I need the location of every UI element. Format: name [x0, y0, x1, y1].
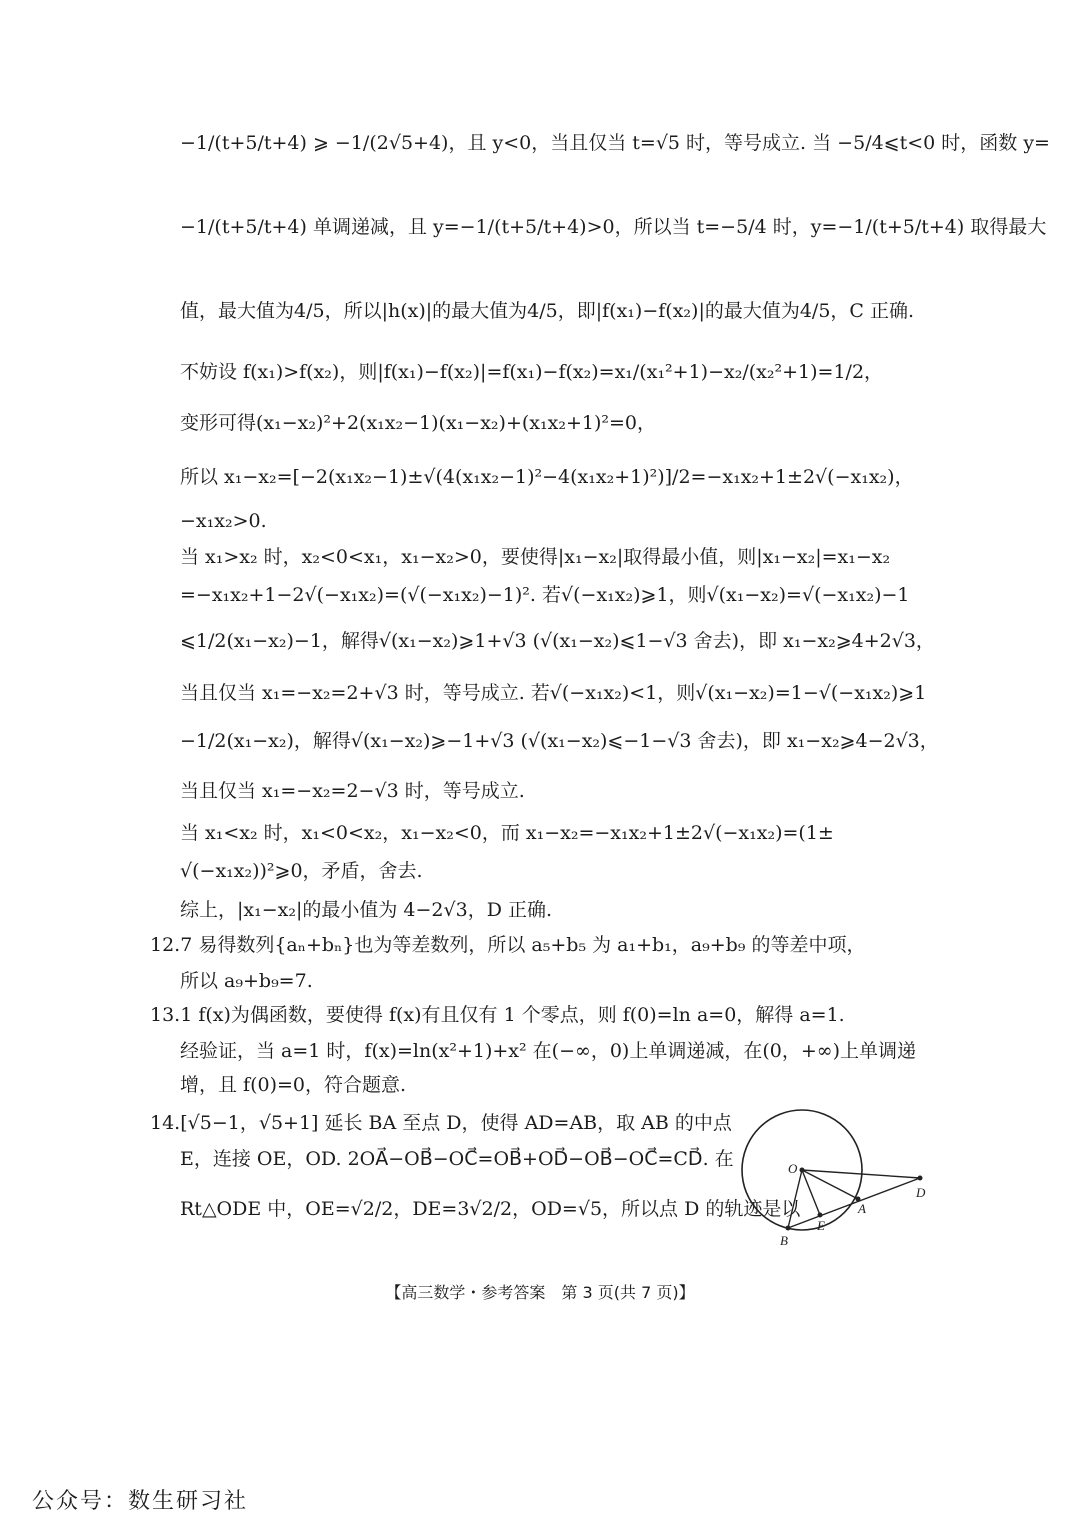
text-line: 所以 a₉+b₉=7. — [180, 970, 313, 992]
text-line: =−x₁x₂+1−2√(−x₁x₂)=(√(−x₁x₂)−1)². 若√(−x₁x₂)⩾1，则√(x₁−x₂)=√(−x₁x₂)−1 — [180, 584, 910, 606]
text-line: 经验证，当 a=1 时，f(x)=ln(x²+1)+x² 在(−∞，0)上单调递减，在(0，+∞)上单调递 — [180, 1040, 917, 1062]
geometry-figure — [740, 1105, 940, 1255]
text-line: −1/(t+5/t+4) 单调递减，且 y=−1/(t+5/t+4)>0，所以当 t=−5/4 时，y=−1/(t+5/t+4) 取得最大 — [180, 216, 1047, 238]
watermark: 公众号：数生研习社 — [32, 1489, 249, 1514]
text-line: Rt△ODE 中，OE=√2/2，DE=3√2/2，OD=√5，所以点 D 的轨迹是以 — [180, 1198, 801, 1220]
text-line: 增，且 f(0)=0，符合题意. — [180, 1074, 407, 1096]
text-line: 不妨设 f(x₁)>f(x₂)，则|f(x₁)−f(x₂)|=f(x₁)−f(x₂)=x₁/(x₁²+1)−x₂/(x₂²+1)=1/2， — [180, 361, 884, 383]
text-line: −1/2(x₁−x₂)，解得√(x₁−x₂)⩾−1+√3 (√(x₁−x₂)⩽−1−√3 舍去)，即 x₁−x₂⩾4−2√3， — [180, 730, 939, 752]
text-line: √(−x₁x₂))²⩾0，矛盾，舍去. — [180, 860, 423, 882]
text-line: 当 x₁<x₂ 时，x₁<0<x₂，x₁−x₂<0，而 x₁−x₂=−x₁x₂+1±2√(−x₁x₂)=(1± — [180, 822, 834, 844]
text-line: 变形可得(x₁−x₂)²+2(x₁x₂−1)(x₁−x₂)+(x₁x₂+1)²=0， — [180, 412, 656, 434]
label-a: A — [858, 1201, 866, 1216]
text-line: 综上，|x₁−x₂|的最小值为 4−2√3，D 正确. — [180, 899, 553, 921]
text-line: ⩽1/2(x₁−x₂)−1，解得√(x₁−x₂)⩾1+√3 (√(x₁−x₂)⩽1−√3 舍去)，即 x₁−x₂⩾4+2√3， — [180, 630, 935, 652]
text-line: −x₁x₂>0. — [180, 510, 267, 532]
text-line: 当且仅当 x₁=−x₂=2−√3 时，等号成立. — [180, 780, 525, 802]
text-line: 当且仅当 x₁=−x₂=2+√3 时，等号成立. 若√(−x₁x₂)<1，则√(x₁−x₂)=1−√(−x₁x₂)⩾1 — [180, 682, 927, 704]
answer-14: 14.[√5−1，√5+1] 延长 BA 至点 D，使得 AD=AB，取 AB 的中点 — [150, 1112, 732, 1134]
label-b: B — [780, 1233, 788, 1248]
text-line: 当 x₁>x₂ 时，x₂<0<x₁，x₁−x₂>0，要使得|x₁−x₂|取得最小值，则|x₁−x₂|=x₁−x₂ — [180, 546, 891, 568]
text-line: −1/(t+5/t+4) ⩾ −1/(2√5+4)，且 y<0，当且仅当 t=√5 时，等号成立. 当 −5/4⩽t<0 时，函数 y= — [180, 132, 1050, 154]
page-footer: 【高三数学・参考答案 第 3 页(共 7 页)】 — [385, 1283, 695, 1302]
text-line: 值，最大值为4/5，所以|h(x)|的最大值为4/5，即|f(x₁)−f(x₂)|的最大值为4/5，C 正确. — [180, 300, 915, 322]
answer-13: 13.1 f(x)为偶函数，要使得 f(x)有且仅有 1 个零点，则 f(0)=ln a=0，解得 a=1. — [150, 1004, 845, 1026]
answer-12: 12.7 易得数列{aₙ+bₙ}也为等差数列，所以 a₅+b₅ 为 a₁+b₁，a₉+b₉ 的等差中项， — [150, 934, 866, 956]
label-o: O — [788, 1161, 798, 1176]
text-line: E，连接 OE，OD. 2OA⃗−OB⃗−OC⃗=OB⃗+OD⃗−OB⃗−OC⃗=CD⃗. 在 — [180, 1148, 734, 1170]
label-e: E — [817, 1218, 825, 1233]
text-line: 所以 x₁−x₂=[−2(x₁x₂−1)±√(4(x₁x₂−1)²−4(x₁x₂+1)²)]/2=−x₁x₂+1±2√(−x₁x₂)， — [180, 466, 914, 488]
label-d: D — [916, 1185, 926, 1200]
